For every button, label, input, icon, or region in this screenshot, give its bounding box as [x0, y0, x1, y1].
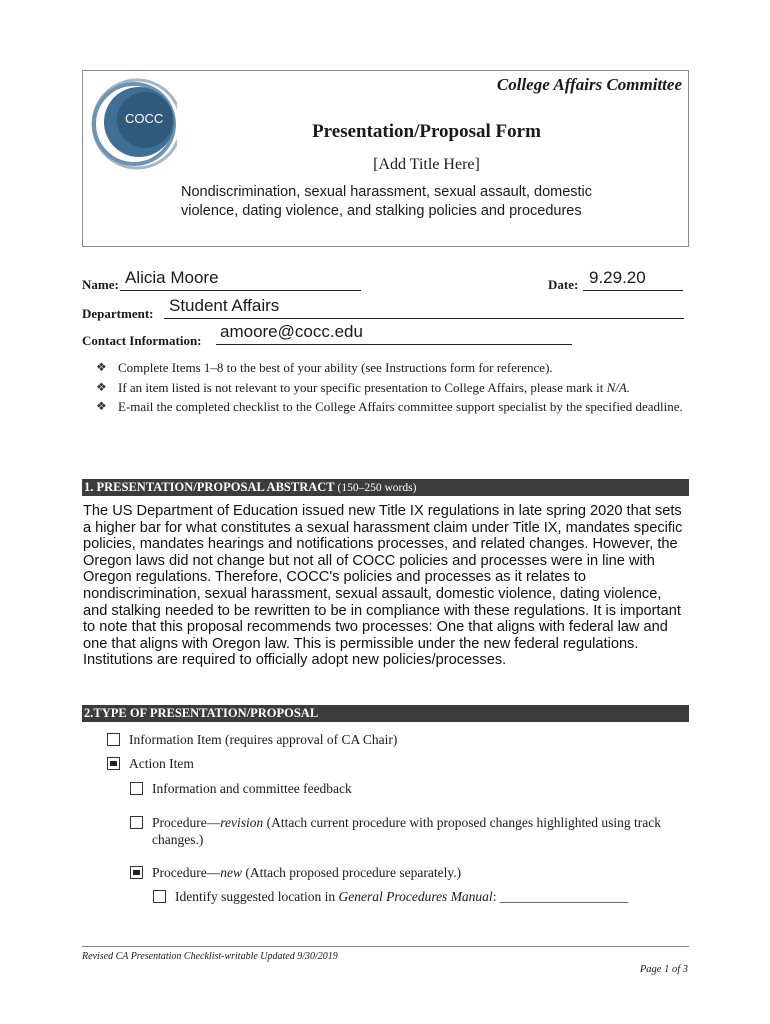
logo-text: COCC: [125, 111, 164, 126]
diamond-bullet-icon: ❖: [96, 399, 107, 413]
instruction-item: ❖ E-mail the completed checklist to the College Affairs committee support specialist by the specified deadline.: [96, 397, 686, 417]
procedure-revision-label: Procedure—revision (Attach current procedure with proposed changes highlighted using track changes.): [152, 815, 661, 847]
footer-revision-note: Revised CA Presentation Checklist-writable Updated 9/30/2019: [82, 951, 338, 962]
info-feedback-label: Information and committee feedback: [152, 781, 352, 796]
information-item-label: Information Item (requires approval of CA Chair): [129, 732, 398, 747]
contact-label: Contact Information:: [82, 333, 202, 348]
action-item-checkbox[interactable]: [107, 757, 120, 770]
contact-field[interactable]: amoore@cocc.edu: [220, 322, 363, 341]
instruction-item: ❖ If an item listed is not relevant to your specific presentation to College Affairs, please mark it N/A.: [96, 378, 686, 398]
department-field[interactable]: Student Affairs: [169, 296, 280, 315]
abstract-text-field[interactable]: The US Department of Education issued new Title IX regulations in late spring 2020 that sets a higher bar for what constitutes a sexual harassment claim under Title IX, mandates specific policies, mandates hearings and notifications processes, and related changes. However, the Oregon laws did not change but not all of COCC policies and processes were in line with Oregon regulations. Therefore, COCC's policies and processes as it relates to nondiscrimination, sexual harassment, sexual assault, domestic violence, dating violence, and stalking needed to be rewritten to be in compliance with these regulations. It is important to note that this proposal recommends two processes: One that aligns with federal law and one that aligns with Oregon law. This is permissible under the new federal regulations. Institutions are required to officially adopt new policies/processes.: [83, 503, 683, 669]
info-feedback-checkbox[interactable]: [130, 782, 143, 795]
information-item-checkbox[interactable]: [107, 733, 120, 746]
department-label: Department:: [82, 306, 154, 321]
instructions-list: [96, 358, 686, 417]
procedure-revision-checkbox[interactable]: [130, 816, 143, 829]
procedure-new-label: Procedure—new (Attach proposed procedure separately.): [152, 865, 462, 880]
department-underline: [164, 318, 684, 319]
location-checkbox[interactable]: [153, 890, 166, 903]
date-underline: [583, 290, 683, 291]
footer-divider: [82, 946, 689, 947]
action-item-label: Action Item: [129, 756, 194, 771]
page-number: Page 1 of 3: [639, 964, 688, 975]
committee-name: College Affairs Committee: [496, 75, 682, 94]
location-label: Identify suggested location in General Procedures Manual: ___________________: [175, 889, 629, 904]
contact-underline: [216, 344, 572, 345]
form-subject: Nondiscrimination, sexual harassment, sexual assault, domestic violence, dating violence, and stalking policies and procedures: [181, 184, 593, 219]
form-title: Presentation/Proposal Form: [312, 121, 541, 142]
procedure-new-checkbox[interactable]: [130, 866, 143, 879]
section-2-header: 2.TYPE OF PRESENTATION/PROPOSAL: [82, 705, 689, 722]
diamond-bullet-icon: ❖: [96, 379, 107, 394]
diamond-bullet-icon: ❖: [96, 360, 107, 374]
add-title-placeholder[interactable]: [Add Title Here]: [373, 156, 480, 173]
date-label: Date:: [548, 277, 579, 292]
name-field[interactable]: Alicia Moore: [125, 268, 219, 287]
name-underline: [120, 290, 361, 291]
date-field[interactable]: 9.29.20: [589, 268, 646, 287]
section-1-header: 1. PRESENTATION/PROPOSAL ABSTRACT (150–250 words): [82, 479, 689, 496]
name-label: Name:: [82, 277, 119, 292]
header-box: [82, 70, 689, 247]
instruction-item: ❖ Complete Items 1–8 to the best of your ability (see Instructions form for reference).: [96, 358, 686, 378]
